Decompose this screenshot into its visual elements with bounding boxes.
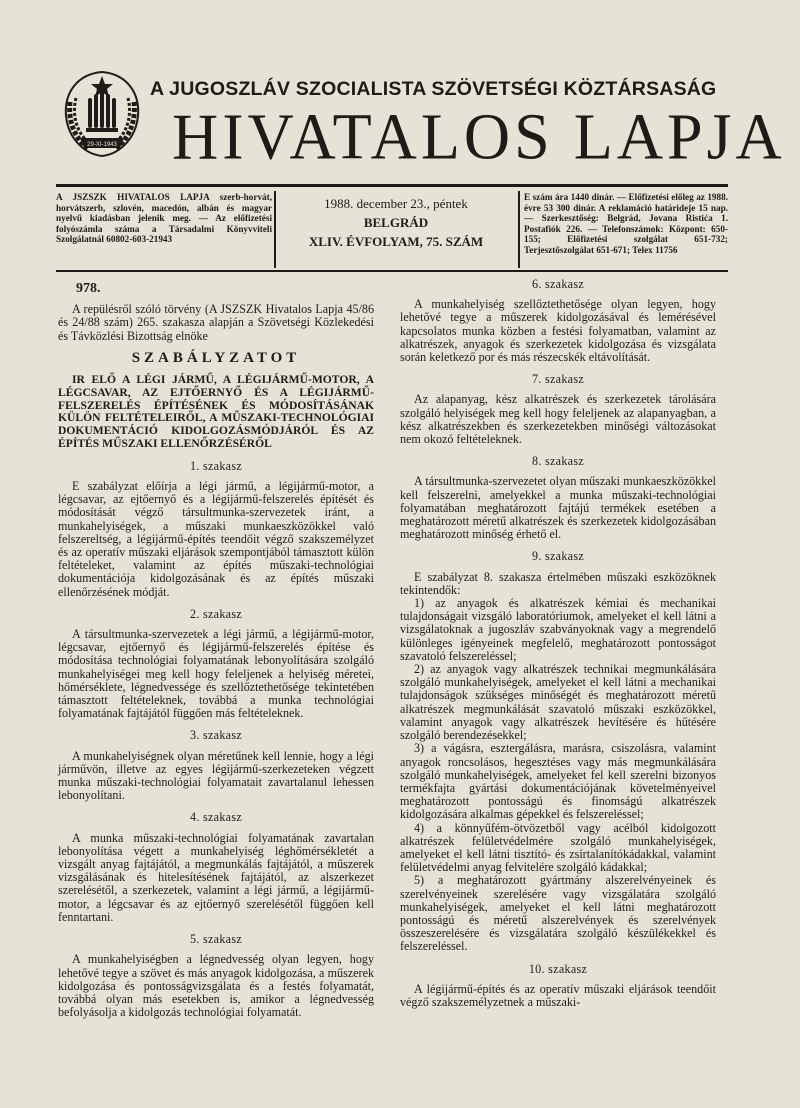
section-paragraph: A társultmunka-szervezetet olyan műszaki munkaeszközökkel kell felszerelni, amelyekkel a munka műszaki-technológiai folyamatában meghatározott fajtájú termékek esetében a meghatározott méretű alkatrészek és szerkezetek kidolgozásában meghatározott minőség érhető el.	[400, 474, 716, 542]
issue-date: 1988. december 23., péntek	[324, 196, 468, 211]
section-paragraph: E szabályzat 8. szakasza értelmében műszaki eszközöknek tekintendők:	[400, 569, 716, 597]
section-paragraph: A munka műszaki-technológiai folyamatának zavartalan lebonyolítása végett a munkahelyiség léghőmérsékletét a vizsgált anyag fajtájától, a megmunkálás fajtájától, a műszerek vizsgálásának és hitelesítésének fajtájától, az alszerkezet szerelésétől, a szerkezetek, valamint a légi jármű, a légijármű-motor, a légcsavar és az ejtőernyő szerelésétől függően kell fenntartani.	[58, 830, 374, 924]
list-item: 5) a meghatározott gyártmány alszerelvényeinek és szerelvényeinek szerelésére vagy vizsgálatára szolgáló munkahelyiségek, amelyeket el kell látni meghatározott pontosságú és méretű alszerelvények és szerelvények összeszerelésére és vizsgálatára szolgáló készülékekkel és felszereléssel.	[400, 873, 716, 954]
header-rule	[56, 270, 728, 272]
section-heading: 3. szakasz	[189, 728, 243, 743]
list-item: 4) a könnyűfém-ötvözetből vagy acélból kidolgozott alkatrészek felületvédelmére szolgáló munkahelyiségek, amelyeket el kell látni tisztító- és zsírtalanítókádakkal, valamint felületvédelmi anyag felvitelére szolgáló kádakkal;	[400, 820, 716, 875]
article-intro: A repülésről szóló törvény (A JSZSZK Hivatalos Lapja 45/86 és 24/88 szám) 265. szakasza alapján a Szövetségi Közlekedési és Távközlési Bizottság elnöke	[58, 302, 374, 343]
left-column	[58, 276, 374, 1019]
subscription-info: E szám ára 1440 dinár. — Előfizetési előleg az 1988. évre 53 300 dinár. A reklamáció határideje 15 nap. — Szerkesztőség: Belgrád, Jovana Ristića 1. Postafiók 226. — Telefonszámok: Központ: 650-155; Előfizetési szolgálat 651-732; Terjesztőszolgálat 651-671; Telex 11756	[524, 192, 728, 255]
section-paragraph: A munkahelyiségben a légnedvesség olyan legyen, hogy lehetővé tegye a szövet és más anyagok kidolgozása, a műszerek kidolgozása és pontosságvizsgálata és a festés folyamatát, továbbá olyan más esetekben is, amikor a légnedvesség befolyásolja a kidolgozás technológiai folyamatát.	[58, 952, 374, 1020]
issue-volume: XLIV. ÉVFOLYAM, 75. SZÁM	[308, 234, 484, 249]
section-paragraph: A munkahelyiség szellőztethetősége olyan legyen, hogy lehetővé tegye a műszerek kidolgozásával és lemérésével kapcsolatos munka közben a festési folyamatban, valamint az alkatrészek, anyagok és szerkezetek kidolgozása és vizsgálata során keletkező por és más részecskék eltávolítását.	[400, 297, 716, 365]
section-heading: 5. szakasz	[189, 932, 243, 947]
republic-name: A JUGOSZLÁV SZOCIALISTA SZÖVETSÉGI KÖZTÁRSASÁG	[150, 78, 717, 100]
right-column	[400, 276, 716, 1009]
list-item: 2) az anyagok vagy alkatrészek technikai megmunkálására szolgáló munkahelyiségek, amelyeket el kell látni a mechanikai tulajdonságok szükséges minőségét és meghatározott méretű alkatrészek megmunkálását szavatoló műszaki eszközökkel, valamint anyagok vagy alkatrészek hevítésére és hűtésére szolgáló berendezésekkel;	[400, 662, 716, 743]
gazette-title: HIVATALOS LAPJA	[172, 100, 786, 173]
section-paragraph: E szabályzat előírja a légi jármű, a légijármű-motor, a légcsavar, az ejtőernyő és a légijármű-felszerelés építését és módosítását végző társultmunka-szervezetek iránt, a munkahelyiségek, a műszaki munkaeszközökkel való felszereltség, a légijármű-építés teendőit végző szakszemélyzet és az operatív műszaki eljárások szempontjából támasztott külön feltételeket, valamint az építés műszaki-technológiai dokumentációja kidolgozásának és az építés műszaki ellenőrzésének módját.	[58, 479, 374, 599]
issue-info	[280, 194, 512, 251]
section-paragraph: A légijármű-építés és az operatív műszaki eljárások teendőit végző szakszemélyzetnek a műszaki-	[400, 981, 716, 1009]
state-emblem-icon	[58, 68, 146, 160]
section-heading: 9. szakasz	[531, 549, 585, 564]
article-number: 978.	[76, 281, 101, 296]
header-divider-left	[274, 191, 276, 268]
section-heading: 8. szakasz	[531, 454, 585, 469]
regulation-title: SZABÁLYZATOT	[131, 349, 301, 366]
section-heading: 2. szakasz	[189, 606, 243, 621]
emblem-date: 29-XI-1943	[87, 142, 117, 148]
section-heading: 7. szakasz	[531, 372, 585, 387]
issue-place: BELGRÁD	[363, 215, 429, 230]
section-paragraph: A társultmunka-szervezetek a légi jármű, a légijármű-motor, légcsavar, ejtőernyő és légijármű-felszerelés építése és módosítása technológiai folyamatának lebonyolítására szolgáló munkahelyiségei meg kell hogy feleljenek a helyiség méretei, hőmérséklete, légnedvessége és szellőztethetősége tekintetében támasztott feltételeknek, továbbá a munka technológiai folyamatának fajtájától függően más feltételeknek.	[58, 627, 374, 721]
list-item: 3) a vágásra, esztergálásra, marásra, csiszolásra, valamint anyagok roncsolásos, hegesztéses vagy más megmunkálására szolgáló munkahelyiségek, amelyeket fel kell szerelni bizonyos termékfajta gyártási dokumentációjának követelményeivel meghatározott pontosságú és finomságú alkatrészek kidolgozására alkalmas gépekkel és felszereléssel;	[400, 741, 716, 822]
section-paragraph: A munkahelyiségnek olyan méretűnek kell lennie, hogy a légi járművön, illetve az egyes légijármű-szerkezeteken végzett munka műszaki-technológiai folyamatait zavartalanul lehessen lebonyolítani.	[58, 748, 374, 803]
section-paragraph: Az alapanyag, kész alkatrészek és szerkezetek tárolására szolgáló helyiségek meg kell hogy feleljenek az alapanyagban, a kész alkatrészekben és szerkezetekben minőségi változásokat nem okozó feltételeknek.	[400, 392, 716, 447]
section-heading: 4. szakasz	[189, 810, 243, 825]
publication-info: A JSZSZK HIVATALOS LAPJA szerb-horvát, horvátszerb, szlovén, macedón, albán és magyar nyelvű kiadásban jelenik meg. — Az előfizetési folyószámla száma a Társadalmi Könyvviteli Szolgálatnál 60802-603-21943	[56, 192, 272, 245]
list-item: 1) az anyagok és alkatrészek kémiai és mechanikai tulajdonságait vizsgáló laboratóriumok, amelyeket el kell látni a vizsgálatoknak a jugoszláv szabványoknak vagy a megrendelő különleges igényeinek megfelelő, meghatározott pontosságot szavatoló felszereléssel;	[400, 596, 716, 663]
header-divider-right	[518, 191, 520, 268]
section-heading: 10. szakasz	[528, 961, 588, 976]
regulation-subtitle: IR ELŐ A LÉGI JÁRMŰ, A LÉGIJÁRMŰ-MOTOR, A LÉGCSAVAR, AZ EJTŐERNYŐ ÉS A LÉGIJÁRMŰ-FELSZERELÉS ÉPÍTÉSÉNEK ÉS MÓDOSÍTÁSÁNAK KÜLÖN FELTÉTELEIRŐL, A MŰSZAKI-TECHNOLÓGIAI DOKUMENTÁCIÓ KIDOLGOZÁSMÓDJÁRÓL ÉS AZ ÉPÍTÉS MŰSZAKI ELLENŐRZÉSÉRŐL	[58, 373, 374, 450]
masthead-rule	[56, 184, 728, 187]
section-heading: 6. szakasz	[531, 277, 585, 291]
section-heading: 1. szakasz	[189, 458, 243, 473]
